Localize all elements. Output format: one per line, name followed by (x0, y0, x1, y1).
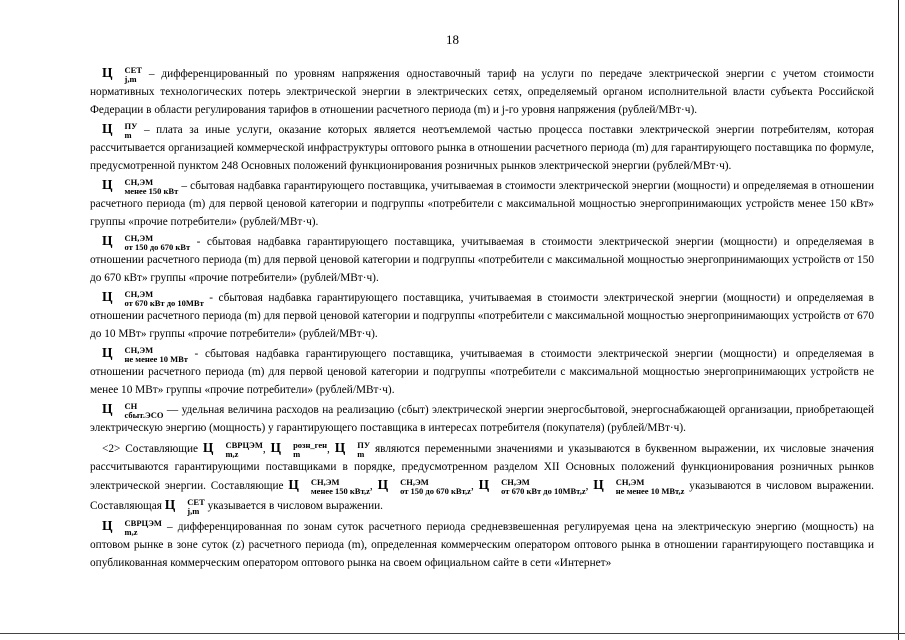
document-body (90, 64, 874, 572)
definition-paragraph: Ц ПУ m – плата за иные услуги, оказание которых является неотъемлемой частью процесса поставки электрической энергии потребителям, которая рассчитывается организацией коммерческой инфраструктуры оптового рынка в отношении расчетного периода (m) для гарантирующего поставщика по формуле, предусмотренной пунктом 248 Основных положений функционирования розничных рынков электрической энергии (рублей/МВт·ч). (90, 121, 874, 172)
definition-paragraph: Ц СН,ЭМ не менее 10 МВт - сбытовая надбавка гарантирующего поставщика, учитываемая в стоимости электрической энергии (мощности) и определяемая в отношении расчетного периода (m) для первой ценовой категории и подгруппы «потребители с максимальной мощностью энергопринимающих устройств не менее 10 МВт» группы «прочие потребители» (рублей/МВт·ч). (90, 345, 874, 396)
definition-paragraph: Ц СН,ЭМ менее 150 кВт – сбытовая надбавка гарантирующего поставщика, учитываемая в стоимости электрической энергии (мощности) и определяемая в отношении расчетного периода (m) для первой ценовой категории и подгруппы «потребители с максимальной мощностью энергопринимающих устройств менее 150 кВт» группы «прочие потребители» (рублей/МВт·ч). (90, 177, 874, 228)
formula-symbol: Ц СВРЦЭМ m,z (102, 518, 162, 537)
formula-symbol: Ц ПУ m (334, 439, 371, 459)
page-number: 18 (446, 32, 459, 47)
formula-symbol: Ц СН,ЭМ не менее 10 МВт,z (593, 477, 685, 496)
formula-symbol: Ц ПУ m (102, 121, 138, 140)
formula-symbol: Ц СВРЦЭМ m,z (202, 439, 263, 459)
footnote-paragraph: <2> Составляющие Ц СВРЦЭМ m,z , Ц розн_ген m , Ц ПУ m являются переменными значениями и указываются в буквенном выражении, их числовые значения рассчитываются гарантирующими поставщиками в порядке, предусмотренном разделом XII Основных положений функционирования розничных рынков электрической энергии. Составляющие Ц СН,ЭМ менее 150 кВт,z , Ц СН,ЭМ от 150 до 670 кВт,z , Ц СН,ЭМ от 670 кВт до 10МВт,z , Ц СН,ЭМ не менее 10 МВт,z указываются в числовом выражении. Составляющая Ц СЕТ j,m указывается в числовом выражении. (90, 439, 874, 516)
formula-symbol: Ц СН сбыт.ЭСО (102, 401, 164, 420)
formula-symbol: Ц СН,ЭМ менее 150 кВт (102, 177, 179, 196)
formula-symbol: Ц СЕТ j,m (164, 497, 205, 516)
formula-symbol: Ц СН,ЭМ от 670 кВт до 10МВт,z (478, 477, 586, 496)
definition-paragraph: Ц СН,ЭМ от 670 кВт до 10МВт - сбытовая надбавка гарантирующего поставщика, учитываемая в стоимости электрической энергии (мощности) и определяемая в отношении расчетного периода (m) для первой ценовой категории и подгруппы «потребители с максимальной мощностью энергопринимающих устройств от 670 до 10 МВт» группы «прочие потребители» (рублей/МВт·ч). (90, 289, 874, 340)
formula-symbol: Ц СН,ЭМ от 670 кВт до 10МВт (102, 289, 204, 308)
formula-symbol: Ц розн_ген m (270, 439, 328, 459)
definition-paragraph: Ц СН,ЭМ от 150 до 670 кВт - сбытовая надбавка гарантирующего поставщика, учитываемая в стоимости электрической энергии (мощности) и определяемая в отношении расчетного периода (m) для первой ценовой категории и подгруппы «потребители с максимальной мощностью энергопринимающих устройств от 150 до 670 кВт» группы «прочие потребители» (рублей/МВт·ч). (90, 233, 874, 284)
definition-paragraph: Ц СЕТ j,m – дифференцированный по уровням напряжения одноставочный тариф на услуги по передаче электрической энергии с учетом стоимости нормативных технологических потерь электрической энергии в электрических сетях, определяемый органом исполнительной власти субъекта Российской Федерации в области регулирования тарифов в отношении расчетного периода (m) и j-го уровня напряжения (рублей/МВт·ч). (90, 65, 874, 116)
formula-symbol: Ц СН,ЭМ не менее 10 МВт (102, 345, 188, 364)
definition-paragraph: Ц СВРЦЭМ m,z – дифференцированная по зонам суток расчетного периода средневзвешенная регулируемая цена на электрическую энергию (мощность) на оптовом рынке в зоне суток (z) расчетного периода (m), определенная коммерческим оператором оптового рынка в отношении гарантирующего поставщика и опубликованная коммерческим оператором оптового рынка на своем официальном сайте в сети «Интернет» (90, 518, 874, 569)
definition-paragraph: Ц СН сбыт.ЭСО — удельная величина расходов на реализацию (сбыт) электрической энергии энергосбытовой, энергоснабжающей организации, приобретающей электрическую энергию (мощность) у гарантирующего поставщика в интересах потребителя (покупателя) (рублей/МВт·ч). (90, 401, 874, 434)
formula-symbol: Ц СЕТ j,m (102, 65, 142, 84)
page-edge-bottom (0, 633, 905, 634)
formula-symbol: Ц СН,ЭМ от 150 до 670 кВт,z (377, 477, 471, 496)
formula-symbol: Ц СН,ЭМ от 150 до 670 кВт (102, 233, 191, 252)
formula-symbol: Ц СН,ЭМ менее 150 кВт,z (288, 477, 370, 496)
page-edge-right (898, 0, 899, 640)
